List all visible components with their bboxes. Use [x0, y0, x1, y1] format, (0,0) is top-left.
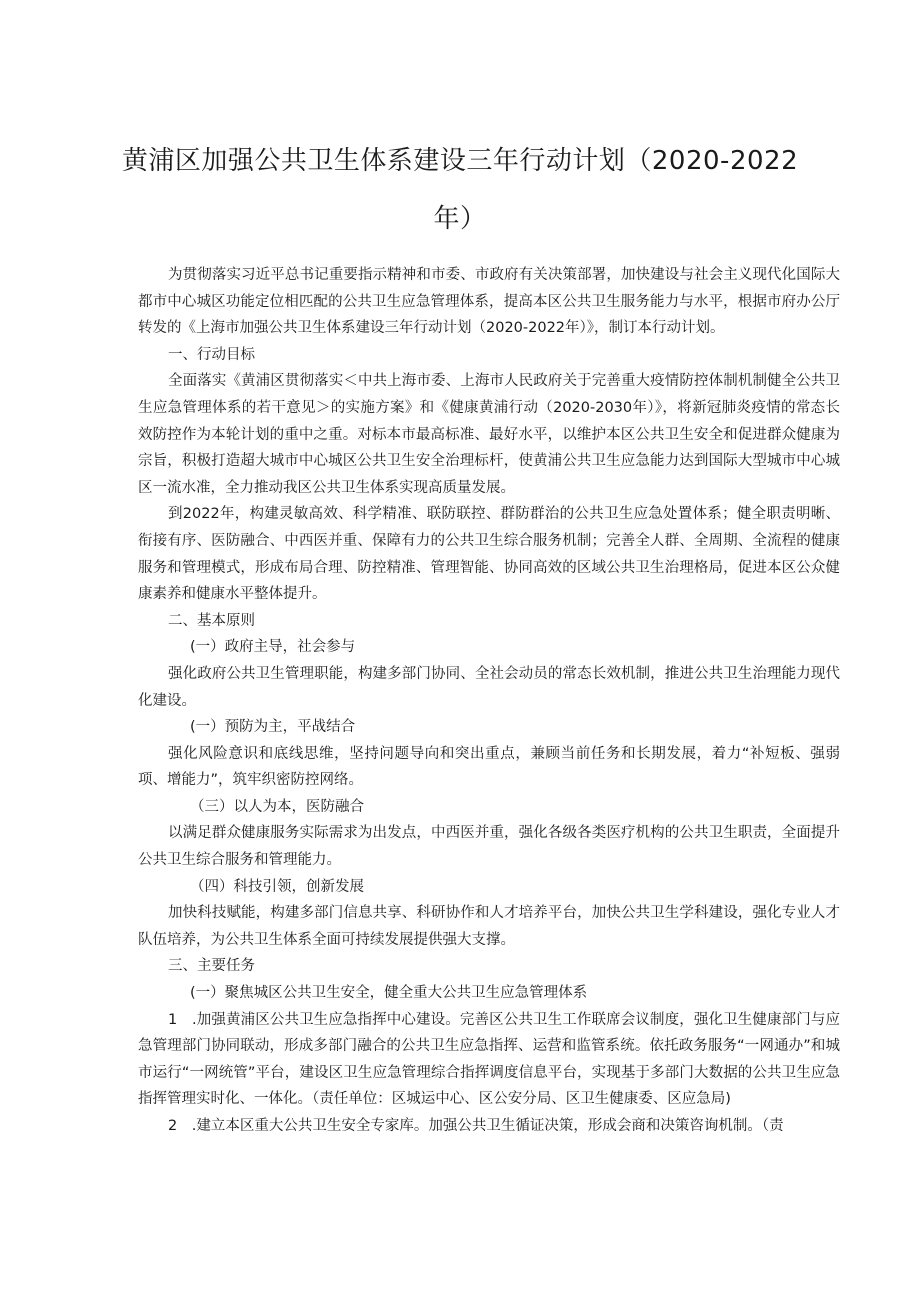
document-title: 黄浦区加强公共卫生体系建设三年行动计划（2020-2022 [121, 146, 799, 176]
body-paragraph: 到2022年，构建灵敏高效、科学精准、联防联控、群防群治的公共卫生应急处置体系；健全职责明晰、衔接有序、医防融合、中西医并重、保障有力的公共卫生综合服务机制；完善全人群、全周期、全流程的健康服务和管理模式，形成布局合理、防控精准、管理智能、协同高效的区域公共卫生治理格局，促进本区公众健康素养和健康水平整体提升。 [138, 506, 840, 603]
task-item: 2 .建立本区重大公共卫生安全专家库。加强公共卫生循证决策，形成会商和决策咨询机制。（责 [168, 1118, 784, 1134]
body-paragraph: 加快科技赋能，构建多部门信息共享、科研协作和人才培养平台，加快公共卫生学科建设，强化专业人才队伍培养，为公共卫生体系全面可持续发展提供强大支撑。 [138, 905, 840, 948]
body-paragraph: 强化政府公共卫生管理职能，构建多部门协同、全社会动员的常态长效机制，推进公共卫生治理能力现代化建设。 [138, 665, 840, 709]
subsection-heading: (一）预防为主，平战结合 [190, 719, 356, 736]
subsection-heading: (一）政府主导，社会参与 [190, 639, 356, 656]
document-body [138, 262, 840, 1140]
subsection-heading: （四）科技引领，创新发展 [190, 878, 364, 895]
body-paragraph: 以满足群众健康服务实际需求为出发点，中西医并重，强化各级各类医疗机构的公共卫生职责，全面提升公共卫生综合服务和管理能力。 [138, 825, 840, 869]
subsection-heading: (一）聚焦城区公共卫生安全，健全重大公共卫生应急管理体系 [190, 985, 588, 1002]
task-item: 1 .加强黄浦区公共卫生应急指挥中心建设。完善区公共卫生工作联席会议制度，强化卫生健康部门与应急管理部门协同联动，形成多部门融合的公共卫生应急指挥、运营和监管系统。依托政务服务“一网通办”和城市运行“一网统管”平台，建设区卫生应急管理综合指挥调度信息平台，实现基于多部门大数据的公共卫生应急指挥管理实时化、一体化。（责任单位：区城运中心、区公安分局、区卫生健康委、区应急局) [138, 1011, 840, 1108]
document-title-continued: 年） [433, 204, 487, 234]
body-paragraph: 强化风险意识和底线思维，坚持问题导向和突出重点，兼顾当前任务和长期发展，着力“补短板、强弱项、增能力”，筑牢织密防控网络。 [138, 745, 840, 789]
section-heading: 二、基本原则 [168, 612, 255, 629]
subsection-heading: （三）以人为本，医防融合 [190, 798, 364, 815]
section-heading: 一、行动目标 [168, 346, 255, 363]
intro-paragraph: 为贯彻落实习近平总书记重要指示精神和市委、市政府有关决策部署，加快建设与社会主义现代化国际大都市中心城区功能定位相匹配的公共卫生应急管理体系，提高本区公共卫生服务能力与水平，根据市府办公厅转发的《上海市加强公共卫生体系建设三年行动计划（2020-2022年）》，制订本行动计划。 [138, 267, 840, 337]
section-heading: 三、主要任务 [168, 958, 255, 975]
body-paragraph: 全面落实《黄浦区贯彻落实＜中共上海市委、上海市人民政府关于完善重大疫情防控体制机制健全公共卫生应急管理体系的若干意见＞的实施方案》和《健康黄浦行动（2020-2030年）》，将新冠肺炎疫情的常态长效防控作为本轮计划的重中之重。对标本市最高标准、最好水平，以维护本区公共卫生安全和促进群众健康为宗旨，积极打造超大城市中心城区公共卫生安全治理标杆，使黄浦公共卫生应急能力达到国际大型城市中心城区一流水准，全力推动我区公共卫生体系实现高质量发展。 [138, 373, 840, 496]
